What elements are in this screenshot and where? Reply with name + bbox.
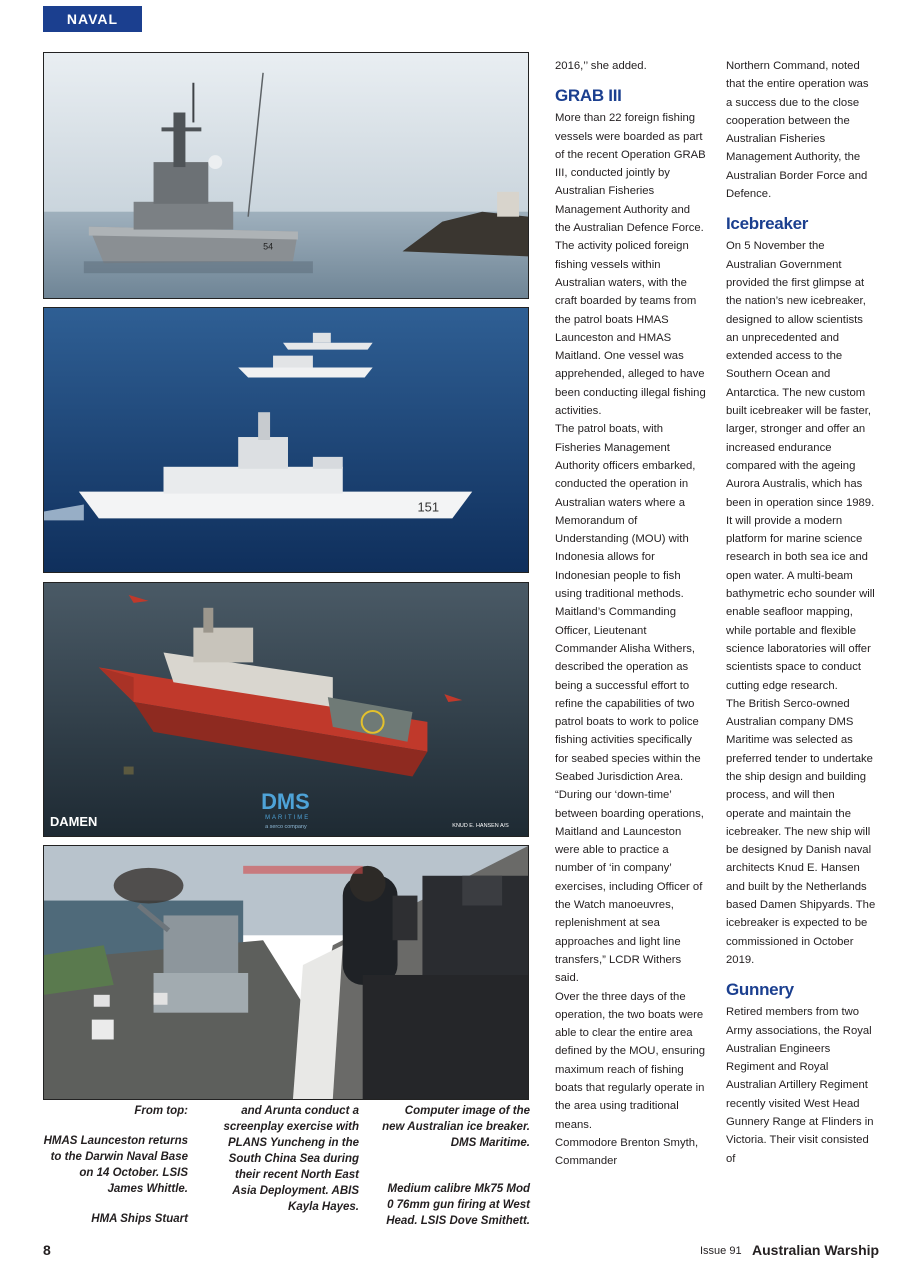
paragraph: More than 22 foreign fishing vessels were boarded as part of the recent Operation GRAB III, conducted jointly by Australian Fisheries Management Authority and the Australian Defence Force. The activity policed foreign fishing vessels within Australian waters, with the craft boarded by teams from the patrol boats HMAS Launceston and HMAS Maitland. One vessel was apprehended, alleged to have been conducting illegal fishing activities.: [555, 112, 706, 418]
paragraph: Retired members from two Army associations, the Royal Australian Engineers Regiment and Royal Australian Artillery Regiment recently visited West Head Gunnery Range at Flinders in Victoria. Their visit consisted of: [726, 1006, 874, 1165]
section-tag: NAVAL NEWS: [43, 6, 142, 32]
caption-title: From top:: [134, 1105, 188, 1117]
paragraph: Over the three days of the operation, the two boats were able to clear the entire area defined by the MOU, ensuring maximum reach of fishing boats that regularly operate in the area using traditional means.: [555, 990, 706, 1131]
patrol-boat-photo: [43, 52, 529, 299]
paragraph: It will provide a modern platform for marine science research in both sea ice and open water. A multi-beam bathymetric echo sounder will enable seafloor mapping, while portable and flexible science laboratories will offer scientists space to conduct cutting edge research.: [726, 514, 875, 692]
section-heading-gunnery: Gunnery: [726, 980, 794, 1000]
hull-number: 54: [263, 241, 274, 252]
dms-logo: DMS: [261, 789, 310, 815]
paragraph: The patrol boats, with Fisheries Management Authority officers embarked, conducted the operation in Australian waters where a Memorandum of Understanding (MOU) with Indonesia allows for Indonesian people to fish using traditional methods.: [555, 423, 696, 601]
paragraph: Maitland’s Commanding Officer, Lieutenant Commander Alisha Withers, described the operation as being a successful effort to refine the capabilities of two patrol boats to work to police fishing activities specifically for seabed species within the Seabed Jurisdiction Area.: [555, 606, 701, 783]
article-column-2: [726, 57, 876, 1168]
warships-at-sea-photo: [43, 307, 529, 573]
paragraph: Northern Command, noted that the entire operation was a success due to the close cooperation between the Australian Fisheries Management Authority, the Australian Border Force and Defence.: [726, 60, 869, 201]
dms-logo-sub: MARITIME: [265, 815, 311, 822]
icebreaker-render-photo: [43, 582, 529, 837]
paragraph: “During our ‘down-time’ between boarding operations, Maitland and Launceston were able to practice a number of ‘in company’ exercises, including Officer of the Watch manoeuvres, replenishment at sea approaches and light line transfers,” LCDR Withers said.: [555, 789, 704, 985]
gun-firing-photo: [43, 845, 529, 1100]
page-number: 8: [43, 1242, 51, 1258]
damen-logo: DAMEN: [49, 814, 98, 830]
magazine-title: Australian Warship: [752, 1242, 880, 1258]
knud-hansen-logo: KNUD E. HANSEN A/S: [452, 823, 509, 830]
caption-text: Medium calibre Mk75 Mod 0 76mm gun firing at West Head. LSIS Dove Smithett.: [386, 1183, 530, 1227]
paragraph: On 5 November the Australian Government provided the first glimpse at the nation’s new icebreaker, designed to allow scientists an unprecedented and extended access to the Southern Ocean and Antarctica. The new custom built icebreaker will be faster, larger, stronger and offer an increased endurance compared with the ageing Aurora Australis, which has been in operation since 1989.: [726, 240, 875, 509]
caption-column-1: [43, 1103, 188, 1241]
issue-number: Issue 91: [700, 1245, 742, 1257]
caption-column-3: [382, 1103, 530, 1243]
caption-text: and Arunta conduct a screenplay exercise with PLANS Yuncheng in the South China Sea during their recent North East Asia Deployment. ABIS Kayla Hayes.: [223, 1105, 359, 1213]
serco-tagline: a serco company: [265, 824, 307, 831]
caption-text: HMAS Launceston returns to the Darwin Naval Base on 14 October. LSIS James Whittle.: [43, 1135, 188, 1195]
paragraph: 2016,’’ she added.: [555, 60, 647, 72]
caption-text: HMA Ships Stuart: [91, 1213, 188, 1225]
paragraph: Commodore Brenton Smyth, Commander: [555, 1136, 699, 1168]
section-heading-grab: GRAB III: [555, 86, 622, 106]
caption-text: Computer image of the new Australian ice breaker. DMS Maritime.: [382, 1105, 530, 1149]
hull-number: 151: [417, 499, 440, 515]
caption-column-2: [212, 1103, 359, 1229]
article-column-1: [555, 57, 707, 1171]
section-heading-icebreaker: Icebreaker: [726, 214, 809, 234]
paragraph: The British Serco-owned Australian company DMS Maritime was selected as preferred tender to undertake the ship design and building process, and will then operate and maintain the icebreaker. The new ship will be designed by Danish naval architects Knud E. Hansen and built by the Netherlands based Damen Shipyards. The icebreaker is expected to be commissioned in October 2019.: [726, 697, 876, 966]
